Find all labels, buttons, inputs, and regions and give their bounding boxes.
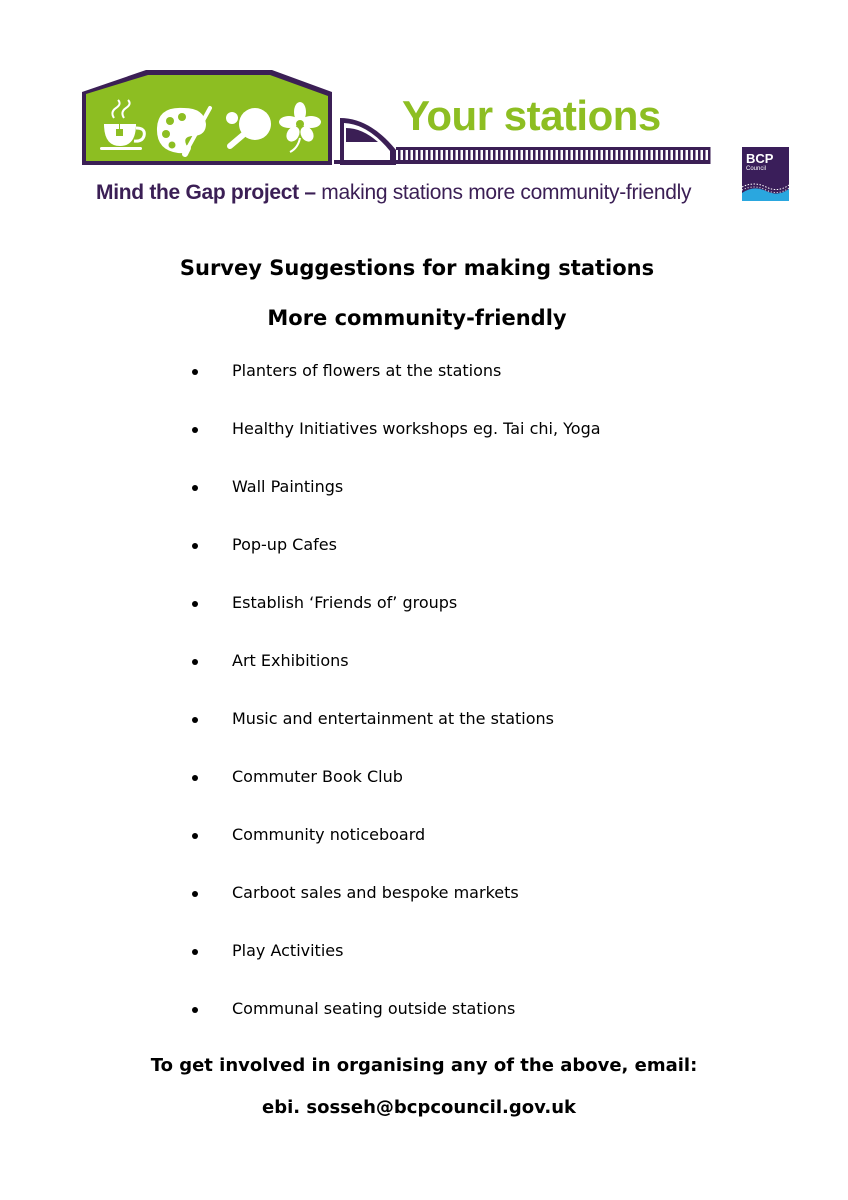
brand-title: Your stations xyxy=(402,92,661,139)
bullet-icon xyxy=(192,775,198,781)
tagline-description: making stations more community-friendly xyxy=(315,181,692,204)
bullet-icon xyxy=(192,543,198,549)
list-item-text: Healthy Initiatives workshops eg. Tai chi, Yoga xyxy=(232,419,601,438)
bullet-icon xyxy=(192,485,198,491)
list-item-text: Community noticeboard xyxy=(232,825,426,844)
bullet-icon xyxy=(192,427,198,433)
bullet-icon xyxy=(192,659,198,665)
page-title-line-1: Survey Suggestions for making stations xyxy=(179,256,655,280)
bullet-icon xyxy=(192,833,198,839)
list-item-text: Play Activities xyxy=(232,941,344,960)
list-item-text: Music and entertainment at the stations xyxy=(232,709,554,728)
bcp-wave-graphic xyxy=(742,179,789,201)
list-item-text: Communal seating outside stations xyxy=(232,999,516,1018)
page-header xyxy=(0,0,848,230)
bcp-logo-subtitle: Council xyxy=(746,166,767,172)
list-item-text: Planters of flowers at the stations xyxy=(232,361,502,380)
list-item-text: Carboot sales and bespoke markets xyxy=(232,883,519,902)
list-item-text: Commuter Book Club xyxy=(232,767,403,786)
bullet-icon xyxy=(192,1007,198,1013)
page-title-line-2: More community-friendly xyxy=(267,306,567,330)
bcp-logo-name: BCP xyxy=(746,151,774,166)
bullet-icon xyxy=(192,601,198,607)
bullet-icon xyxy=(192,369,198,375)
call-to-action: To get involved in organising any of the above, email: xyxy=(150,1055,698,1076)
bullet-icon xyxy=(192,717,198,723)
list-item-text: Wall Paintings xyxy=(232,477,344,496)
bullet-icon xyxy=(192,891,198,897)
bullet-icon xyxy=(192,949,198,955)
tagline-project-name: Mind the Gap project – xyxy=(96,181,316,204)
list-item-text: Art Exhibitions xyxy=(232,651,349,670)
tagline xyxy=(96,181,691,205)
train-icon xyxy=(340,118,396,165)
bcp-council-logo xyxy=(742,147,789,201)
list-item-text: Establish ‘Friends of’ groups xyxy=(232,593,458,612)
list-item-text: Pop-up Cafes xyxy=(232,535,337,554)
contact-email: ebi. sosseh@bcpcouncil.gov.uk xyxy=(262,1097,576,1118)
